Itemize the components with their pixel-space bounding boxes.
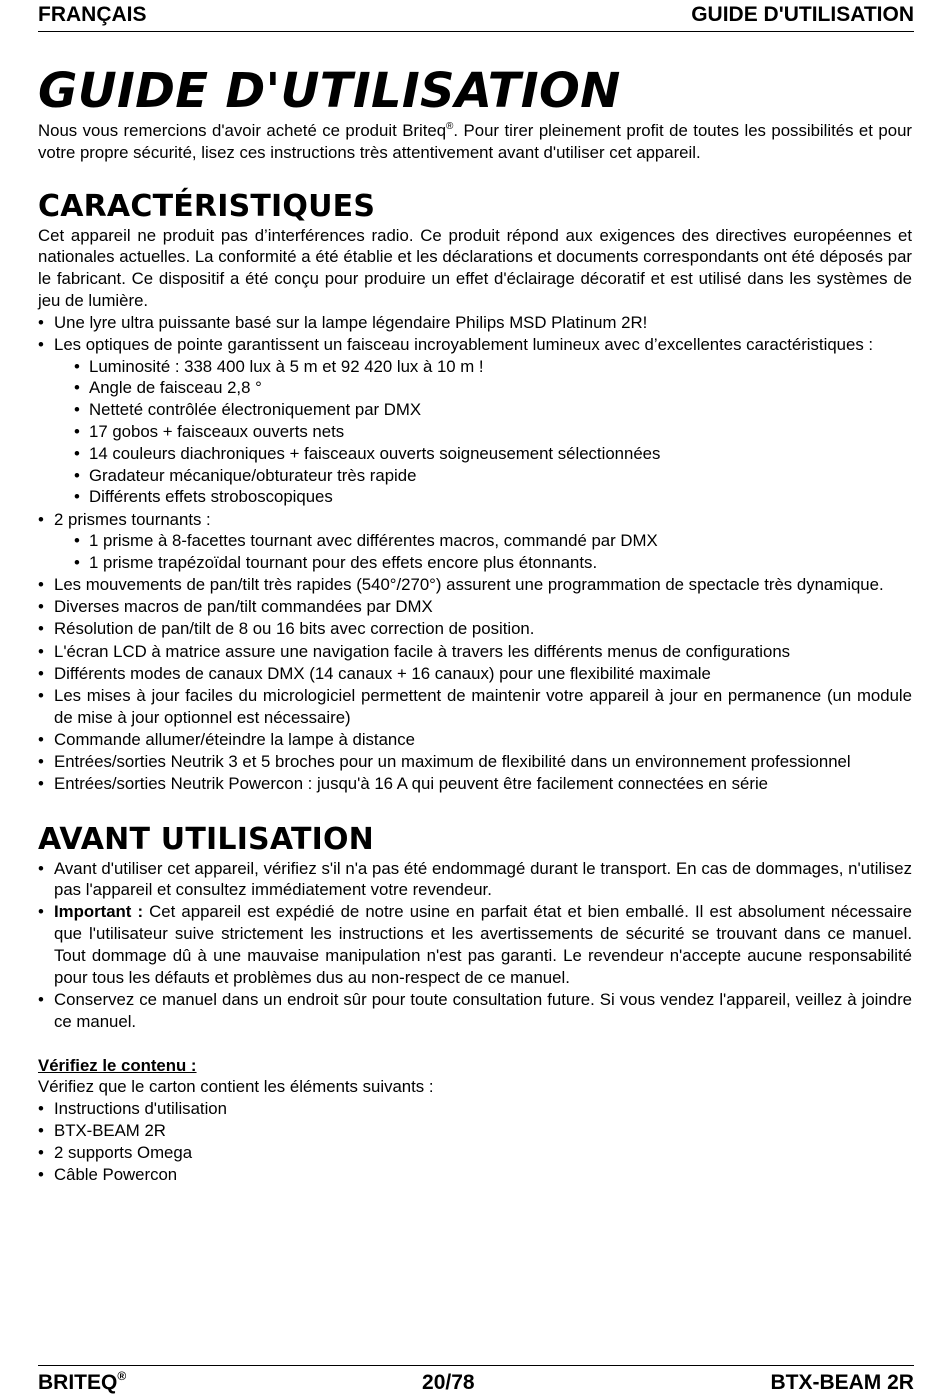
list-item: • Diverses macros de pan/tilt commandées par DMX bbox=[38, 596, 912, 618]
sub-list-item: • Gradateur mécanique/obturateur très rapide bbox=[74, 465, 912, 487]
list-item: • Entrées/sorties Neutrik 3 et 5 broches pour un maximum de flexibilité dans un environnement professionnel bbox=[38, 751, 912, 773]
optics-sublist bbox=[74, 356, 912, 509]
list-item: • Conservez ce manuel dans un endroit sûr pour toute consultation future. Si vous vendez l'appareil, veillez à joindre ce manuel. bbox=[38, 989, 912, 1033]
sub-list-item: • 14 couleurs diachroniques + faisceaux ouverts soigneusement sélectionnées bbox=[74, 443, 912, 465]
contents-heading: Vérifiez le contenu : bbox=[38, 1055, 197, 1075]
before-use-heading: AVANT UTILISATION bbox=[38, 821, 374, 857]
before-use-list bbox=[38, 858, 912, 1033]
sub-list-item: • 17 gobos + faisceaux ouverts nets bbox=[74, 421, 912, 443]
list-item: • Câble Powercon bbox=[38, 1164, 912, 1186]
contents-list bbox=[38, 1098, 912, 1186]
list-item: • Commande allumer/éteindre la lampe à distance bbox=[38, 729, 912, 751]
features-paragraph: Cet appareil ne produit pas d’interférences radio. Ce produit répond aux exigences des directives européennes et nationales actuelles. La conformité a été établie et les déclarations et documents correspondants ont été déposés par le fabricant. Ce dispositif a été conçu pour produire un effet d'éclairage décoratif et est utilisé dans les systèmes de jeu de lumière. bbox=[38, 225, 912, 310]
page-header bbox=[38, 0, 914, 32]
features-heading: CARACTÉRISTIQUES bbox=[38, 188, 376, 224]
sub-list-item: • 1 prisme à 8-facettes tournant avec différentes macros, commandé par DMX bbox=[74, 530, 912, 552]
feature-optics: Les optiques de pointe garantissent un faisceau incroyablement lumineux avec d’excellentes caractéristiques : bbox=[54, 334, 874, 354]
sub-list-item: • Différents effets stroboscopiques bbox=[74, 486, 912, 508]
footer-model: BTX-BEAM 2R bbox=[770, 1371, 914, 1394]
list-item: • L'écran LCD à matrice assure une navigation facile à travers les différents menus de configurations bbox=[38, 641, 912, 663]
list-item bbox=[38, 334, 912, 508]
page-title: GUIDE D'UTILISATION bbox=[38, 63, 621, 119]
header-language: FRANÇAIS bbox=[38, 3, 147, 26]
page-content bbox=[38, 62, 912, 1187]
list-item: • Résolution de pan/tilt de 8 ou 16 bits avec correction de position. bbox=[38, 618, 912, 640]
sub-list-item: • Angle de faisceau 2,8 ° bbox=[74, 377, 912, 399]
important-label: Important : bbox=[54, 902, 144, 922]
list-item: • Les mises à jour faciles du micrologiciel permettent de maintenir votre appareil à jour en permanence (un module de mise à jour optionnel est nécessaire) bbox=[38, 685, 912, 729]
footer-brand bbox=[38, 1366, 126, 1398]
feature-prisms: 2 prismes tournants : bbox=[54, 509, 211, 529]
list-item: • Avant d'utiliser cet appareil, vérifiez s'il n'a pas été endommagé durant le transport. En cas de dommages, n'utilisez pas l'appareil et consultez immédiatement votre revendeur. bbox=[38, 858, 912, 902]
list-item: • Instructions d'utilisation bbox=[38, 1098, 912, 1120]
list-item: • BTX-BEAM 2R bbox=[38, 1120, 912, 1142]
features-list bbox=[38, 312, 912, 795]
footer-brand-name: BRITEQ bbox=[38, 1371, 118, 1394]
prisms-sublist bbox=[74, 530, 912, 574]
intro-text-end: . Pour tirer pleinement profit de toutes les possibilités et pour votre propre sécurité, lisez ces instructions très attentivement avant d'utiliser cet appareil. bbox=[38, 121, 912, 162]
intro-paragraph bbox=[38, 120, 912, 164]
contents-intro: Vérifiez que le carton contient les éléments suivants : bbox=[38, 1077, 434, 1097]
list-item: • Entrées/sorties Neutrik Powercon : jusqu'à 16 A qui peuvent être facilement connectées en série bbox=[38, 773, 912, 795]
feature-lyre: Une lyre ultra puissante basé sur la lampe légendaire Philips MSD Platinum 2R! bbox=[54, 312, 648, 332]
page-footer bbox=[38, 1365, 914, 1398]
intro-text-start: Nous vous remercions d'avoir acheté ce produit Briteq bbox=[38, 121, 447, 140]
page-number: 20/78 bbox=[422, 1371, 475, 1394]
list-item: • Les mouvements de pan/tilt très rapides (540°/270°) assurent une programmation de spectacle très dynamique. bbox=[38, 574, 912, 596]
footer-registered-mark: ® bbox=[117, 1369, 127, 1383]
registered-mark: ® bbox=[446, 121, 454, 132]
list-item bbox=[38, 509, 912, 574]
list-item: • Différents modes de canaux DMX (14 canaux + 16 canaux) pour une flexibilité maximale bbox=[38, 663, 912, 685]
list-item bbox=[38, 901, 912, 988]
sub-list-item: • 1 prisme trapézoïdal tournant pour des effets encore plus étonnants. bbox=[74, 552, 912, 574]
header-doc-title: GUIDE D'UTILISATION bbox=[691, 3, 914, 26]
list-item bbox=[38, 312, 912, 334]
sub-list-item: • Luminosité : 338 400 lux à 5 m et 92 420 lux à 10 m ! bbox=[74, 356, 912, 378]
list-item: • 2 supports Omega bbox=[38, 1142, 912, 1164]
important-text: Cet appareil est expédié de notre usine en parfait état et bien emballé. Il est absolument nécessaire que l'utilisateur suive strictement les instructions et les avertissements de sécurité se trouvant dans ce manuel. Tout dommage dû à une mauvaise manipulation n'est pas garanti. Le revendeur n'accepte aucune responsabilité pour tous les défauts et problèmes dus au non-respect de ce manuel. bbox=[54, 902, 912, 987]
sub-list-item: • Netteté contrôlée électroniquement par DMX bbox=[74, 399, 912, 421]
